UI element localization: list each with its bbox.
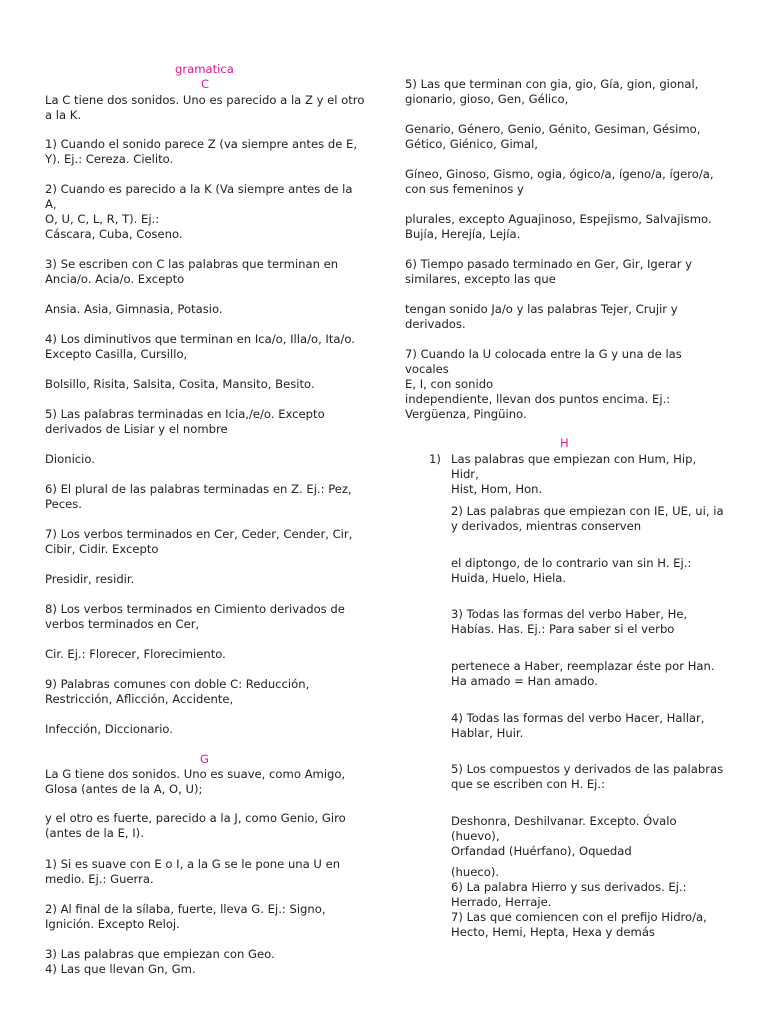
paragraph: 4) Los diminutivos que terminan en Ica/o, Illa/o, Ita/o. Excepto Casilla, Cursillo,	[45, 332, 355, 361]
paragraph: La C tiene dos sonidos. Uno es parecido a la Z y el otro a la K.	[45, 93, 365, 122]
paragraph: Dionicio.	[45, 452, 95, 466]
paragraph: La G tiene dos sonidos. Uno es suave, como Amigo, Glosa (antes de la A, O, U);	[45, 767, 346, 796]
paragraph: 2) Al final de la sílaba, fuerte, lleva G. Ej.: Signo, Ignición. Excepto Reloj.	[45, 902, 326, 931]
paragraph: 5) Las que terminan con gia, gio, Gía, gion, gional, gionario, gioso, Gen, Gélico,	[405, 77, 699, 106]
paragraph: 6) Tiempo pasado terminado en Ger, Gir, Igerar y similares, excepto las que	[405, 257, 693, 286]
list-item: Deshonra, Deshilvanar. Excepto. Óvalo (huevo), Orfandad (Huérfano), Oquedad	[451, 814, 677, 858]
list-item: Las palabras que empiezan con Hum, Hip, Hidr, Hist, Hom, Hon.	[451, 452, 697, 496]
list-item: 4) Todas las formas del verbo Hacer, Hallar, Hablar, Huir.	[451, 711, 705, 740]
section-heading-h: H	[560, 436, 569, 450]
paragraph: Bolsillo, Risita, Salsita, Cosita, Mansito, Besito.	[45, 377, 315, 391]
list-number: 1)	[429, 452, 441, 466]
paragraph: independiente, llevan dos puntos encima. Ej.: Vergüenza, Pingüino.	[405, 392, 671, 421]
paragraph: Infección, Diccionario.	[45, 722, 173, 736]
paragraph: 2) Cuando es parecido a la K (Va siempre antes de la A, O, U, C, L, R, T). Ej.:	[45, 182, 353, 226]
paragraph: y el otro es fuerte, parecido a la J, como Genio, Giro (antes de la E, I).	[45, 811, 346, 840]
document-title: gramatica	[175, 62, 234, 76]
paragraph: Gíneo, Ginoso, Gismo, ogia, ógico/a, ígeno/a, ígero/a, con sus femeninos y	[405, 167, 714, 196]
paragraph: Presidir, residir.	[45, 572, 135, 586]
list-item: 5) Los compuestos y derivados de las palabras que se escriben con H. Ej.:	[451, 762, 724, 791]
paragraph: Cir. Ej.: Florecer, Florecimiento.	[45, 647, 226, 661]
paragraph: 7) Los verbos terminados en Cer, Ceder, Cender, Cir, Cibir, Cidir. Excepto	[45, 527, 353, 556]
paragraph: 6) El plural de las palabras terminadas en Z. Ej.: Pez, Peces.	[45, 482, 352, 511]
paragraph: 3) Se escriben con C las palabras que terminan en Ancia/o. Acia/o. Excepto	[45, 257, 339, 286]
paragraph: Cáscara, Cuba, Coseno.	[45, 227, 183, 241]
list-item: el diptongo, de lo contrario van sin H. Ej.: Huida, Huelo, Hiela.	[451, 556, 692, 585]
paragraph: 7) Cuando la U colocada entre la G y una de las vocales E, I, con sonido	[405, 347, 682, 391]
paragraph: plurales, excepto Aguajinoso, Espejismo, Salvajismo. Bujía, Herejía, Lejía.	[405, 212, 712, 241]
paragraph: 1) Si es suave con E o I, a la G se le pone una U en medio. Ej.: Guerra.	[45, 857, 341, 886]
paragraph: Ansia. Asia, Gimnasia, Potasio.	[45, 302, 223, 316]
paragraph: Genario, Género, Genio, Génito, Gesiman, Gésimo, Gético, Giénico, Gimal,	[405, 122, 701, 151]
paragraph: tengan sonido Ja/o y las palabras Tejer, Crujir y derivados.	[405, 302, 678, 331]
paragraph: 1) Cuando el sonido parece Z (va siempre antes de E, Y). Ej.: Cereza. Cielito.	[45, 137, 358, 166]
section-heading-c: C	[201, 77, 210, 91]
section-heading-g: G	[200, 752, 209, 766]
list-item: 2) Las palabras que empiezan con IE, UE, ui, ia y derivados, mientras conserven	[451, 504, 724, 533]
list-item: (hueco). 6) La palabra Hierro y sus derivados. Ej.: Herrado, Herraje. 7) Las que comiencen con el prefijo Hidro/a, Hecto, Hemi, Hepta, Hexa y demás	[451, 865, 707, 939]
paragraph: 9) Palabras comunes con doble C: Reducción, Restricción, Aflicción, Accidente,	[45, 677, 310, 706]
paragraph: 5) Las palabras terminadas en Icia,/e/o. Excepto derivados de Lisiar y el nombre	[45, 407, 325, 436]
list-item: pertenece a Haber, reemplazar éste por Han. Ha amado = Han amado.	[451, 659, 715, 688]
paragraph: 8) Los verbos terminados en Cimiento derivados de verbos terminados en Cer,	[45, 602, 345, 631]
paragraph: 3) Las palabras que empiezan con Geo. 4) Las que llevan Gn, Gm.	[45, 947, 275, 976]
list-item: 3) Todas las formas del verbo Haber, He, Habías. Has. Ej.: Para saber si el verbo	[451, 607, 688, 636]
